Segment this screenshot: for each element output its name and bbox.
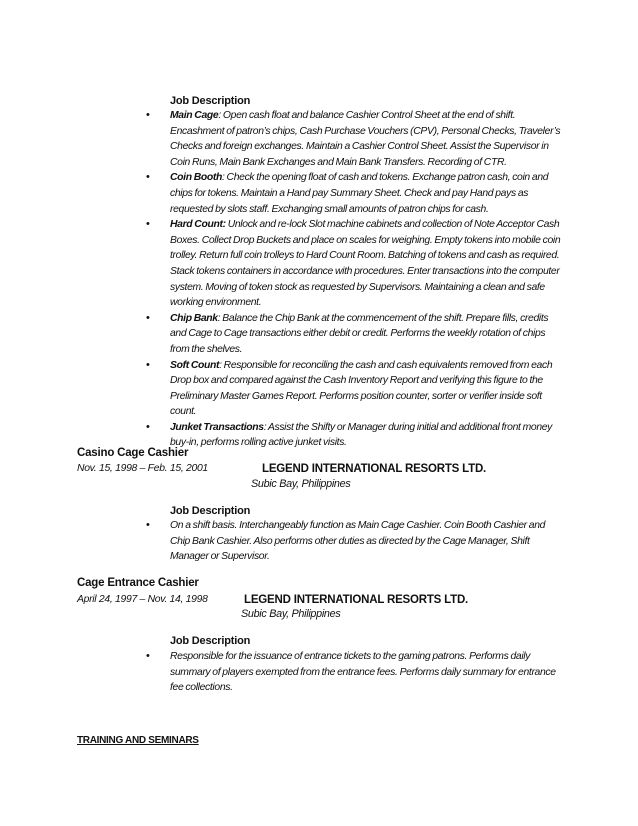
duty-text: : Responsible for reconciling the cash and cash equivalents removed from each Drop box and compared against the Cash Inventory Report and verifying this figure to the Preliminary Master Games Report. Performs position counter, sorter or verifier inside soft count. (170, 359, 553, 418)
training-section-heading: TRAINING AND SEMINARS (77, 735, 199, 746)
duty-list (146, 518, 565, 565)
company-location: Subic Bay, Philippines (241, 608, 341, 620)
duty-text: : Open cash float and balance Cashier Control Sheet at the end of shift. Encashment of patron’s chips, Cash Purchase Vouchers (CPV), Personal Checks, Traveler’s Checks and foreign exchanges. Maintain a Cashier Control Sheet. Assist the Supervisor in Coin Runs, Main Bank Exchanges and Main Bank Transfers. Recording of CTR. (170, 110, 561, 168)
company-location: Subic Bay, Philippines (251, 478, 351, 490)
duty-text: Unlock and re-lock Slot machine cabinets and collection of Note Acceptor Cash Boxes. Collect Drop Buckets and place on scales for weighing. Empty tokens into mobile coin trolley. Return full coin trolleys to Hard Count Room. Batching of tokens and cash as required. Stack tokens containers in accordance with procedures. Enter transactions into the computer system. Moving of token stock as requested by Supervisors. Maintaining a clean and safe working environment. (170, 219, 561, 309)
bullet-icon: • (146, 650, 150, 662)
duty-term: Coin Booth (170, 172, 222, 184)
duty-list (146, 649, 565, 696)
duty-term: Chip Bank (170, 312, 218, 324)
bullet-icon: • (146, 519, 150, 531)
duty-text: : Assist the Shifty or Manager during initial and additional front money buy-in, performs rolling active junket visits. (170, 421, 553, 449)
company-name: LEGEND INTERNATIONAL RESORTS LTD. (262, 463, 487, 475)
bullet-icon: • (146, 311, 150, 324)
duty-item (146, 217, 565, 311)
duty-item (146, 311, 565, 358)
job-description-heading: Job Description (170, 95, 251, 107)
bullet-icon: • (146, 420, 150, 433)
company-name: LEGEND INTERNATIONAL RESORTS LTD. (244, 594, 469, 606)
bullet-icon: • (146, 218, 150, 231)
duty-item (146, 170, 565, 217)
job-description-heading: Job Description (170, 505, 251, 517)
employment-dates: Nov. 15, 1998 – Feb. 15, 2001 (77, 463, 208, 474)
duty-item (146, 420, 565, 451)
duty-term: Hard Count: (170, 219, 226, 231)
duty-item (146, 649, 565, 696)
bullet-icon: • (146, 171, 150, 184)
duty-text: : Balance the Chip Bank at the commencement of the shift. Prepare fills, credits and Cage to Cage transactions either debit or credit. Performs the weekly rotation of chips from the shelves. (170, 312, 549, 355)
bullet-icon: • (146, 358, 150, 371)
position-title: Casino Cage Cashier (77, 447, 189, 459)
duty-text: On a shift basis. Interchangeably function as Main Cage Cashier. Coin Booth Cashier and Chip Bank Cashier. Also performs other duties as directed by the Cage Manager, Shift Manager or Supervisor. (170, 520, 546, 563)
duty-term: Main Cage (170, 110, 219, 121)
duty-text: : Check the opening float of cash and tokens. Exchange patron cash, coin and chips for tokens. Maintain a Hand pay Summary Sheet. Check and pay Hand pays as requested by slots staff. Exchanging small amounts of patron chips for cash. (170, 172, 549, 215)
duty-text: Responsible for the issuance of entrance tickets to the gaming patrons. Performs daily summary of players exempted from the entrance fees. Performs daily summary for entrance fee collections. (170, 651, 556, 694)
duty-item (146, 108, 565, 170)
bullet-icon: • (146, 109, 150, 121)
duty-list (146, 108, 565, 451)
duty-term: Soft Count (170, 359, 220, 371)
duty-term: Junket Transactions (170, 421, 264, 433)
duty-item (146, 518, 565, 565)
job-description-heading: Job Description (170, 635, 251, 647)
position-title: Cage Entrance Cashier (77, 577, 199, 589)
employment-dates: April 24, 1997 – Nov. 14, 1998 (77, 594, 208, 605)
duty-item (146, 358, 565, 420)
